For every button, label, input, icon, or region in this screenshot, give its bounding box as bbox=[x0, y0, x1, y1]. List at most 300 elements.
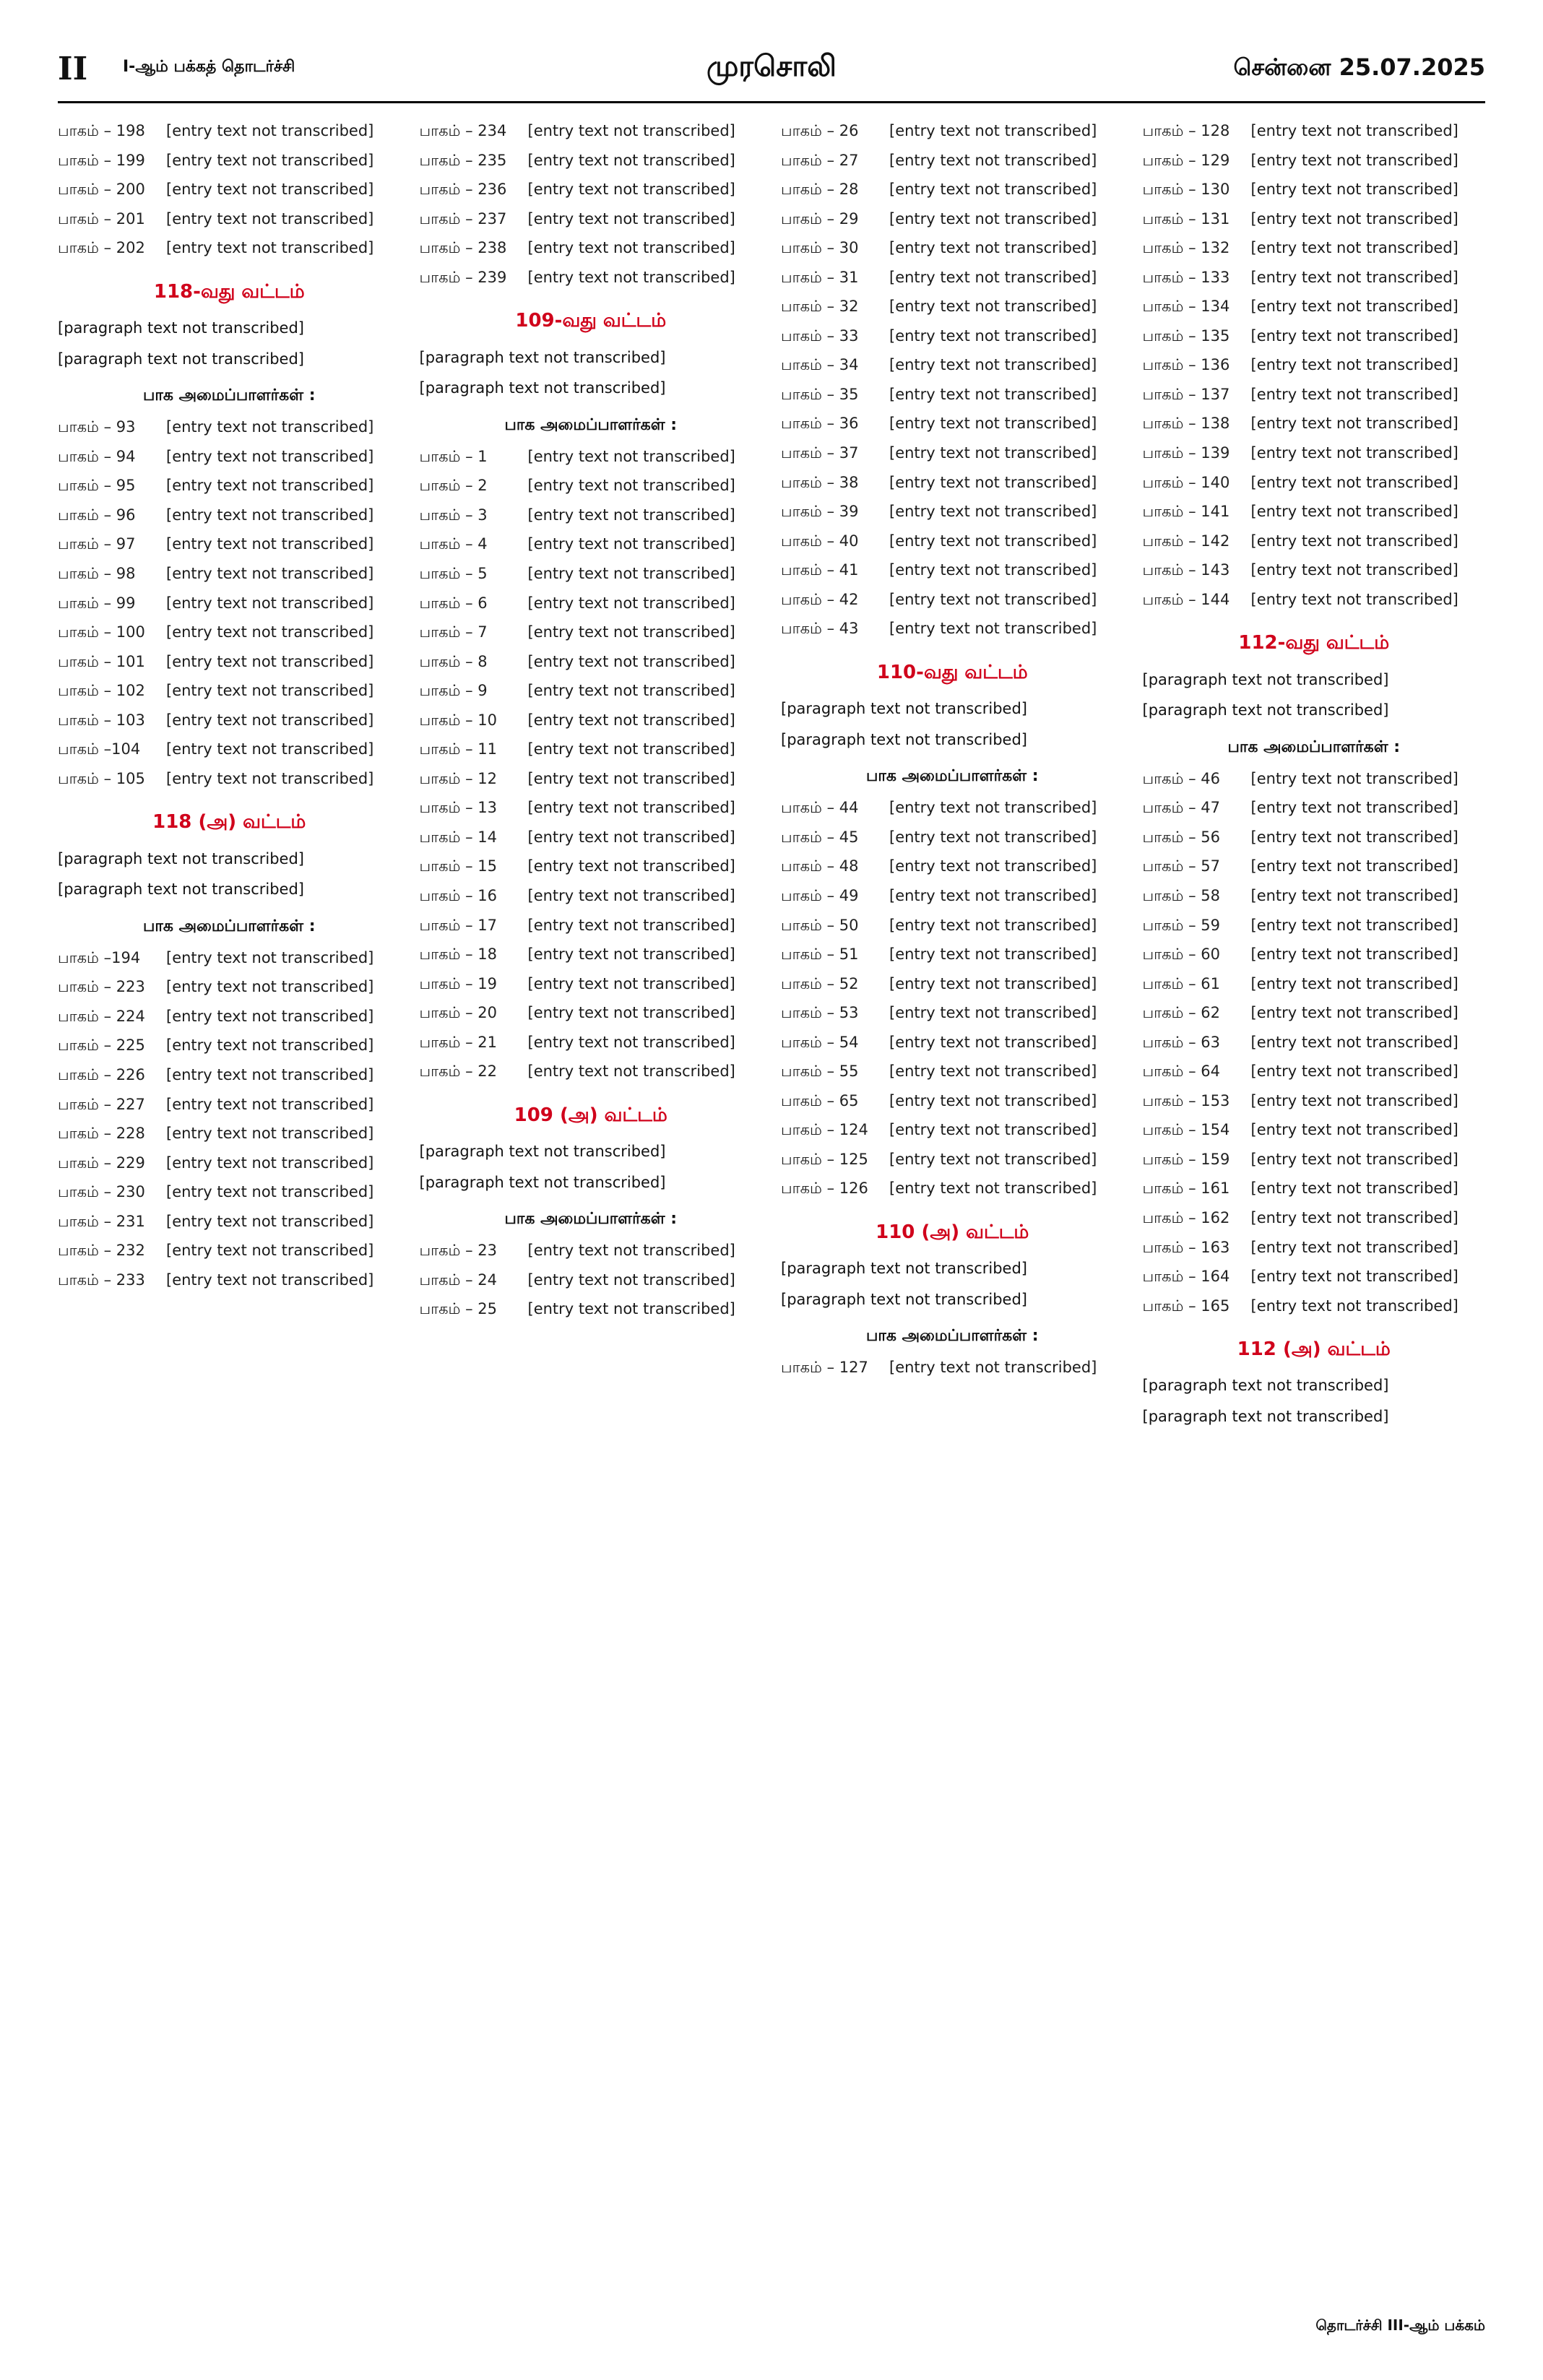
entry-text: [entry text not transcribed] bbox=[889, 181, 1097, 199]
list-item bbox=[1143, 972, 1486, 996]
entry-text: [entry text not transcribed] bbox=[166, 711, 374, 729]
polling-part-label: பாகம் – 236 bbox=[419, 181, 507, 199]
entry-text: [entry text not transcribed] bbox=[527, 828, 735, 846]
polling-part-label: பாகம் – 13 bbox=[419, 799, 498, 817]
polling-part-label: பாகம் – 65 bbox=[781, 1091, 859, 1109]
list-item bbox=[420, 1060, 763, 1083]
list-item bbox=[58, 119, 401, 143]
list-item bbox=[781, 529, 1124, 553]
list-item bbox=[1143, 500, 1486, 524]
entry-text: [entry text not transcribed] bbox=[527, 239, 735, 257]
polling-part-label: பாகம் – 28 bbox=[781, 181, 859, 199]
paragraph: [paragraph text not transcribed] bbox=[58, 350, 305, 368]
polling-part-label: பாகம் – 134 bbox=[1142, 298, 1230, 316]
list-item bbox=[1143, 796, 1486, 820]
list-item bbox=[1143, 1060, 1486, 1083]
subheading: பாக அமைப்பாளர்கள் : bbox=[865, 1327, 1039, 1346]
entry-text: [entry text not transcribed] bbox=[889, 151, 1097, 169]
polling-part-label: பாகம் – 164 bbox=[1142, 1268, 1230, 1286]
list-item bbox=[1143, 149, 1486, 173]
polling-part-label: பாகம் – 105 bbox=[58, 769, 145, 787]
polling-part-label: பாகம் – 137 bbox=[1142, 385, 1230, 403]
polling-part-label: பாகம் – 45 bbox=[781, 828, 859, 846]
column-4 bbox=[1143, 119, 1486, 2337]
paragraph: [paragraph text not transcribed] bbox=[1142, 1377, 1389, 1395]
entry-text: [entry text not transcribed] bbox=[1250, 1238, 1458, 1256]
polling-part-label: பாகம் – 10 bbox=[419, 711, 498, 729]
polling-part-label: பாகம் – 228 bbox=[58, 1125, 145, 1143]
entry-text: [entry text not transcribed] bbox=[166, 769, 374, 787]
list-item bbox=[420, 236, 763, 260]
list-item bbox=[58, 562, 401, 586]
entry-text: [entry text not transcribed] bbox=[889, 415, 1097, 433]
polling-part-label: பாகம் – 20 bbox=[419, 1004, 498, 1022]
list-item bbox=[58, 1063, 401, 1087]
list-item bbox=[781, 796, 1124, 820]
entry-text: [entry text not transcribed] bbox=[166, 1095, 374, 1113]
entry-text: [entry text not transcribed] bbox=[1250, 799, 1458, 817]
list-item bbox=[58, 178, 401, 202]
list-item bbox=[781, 178, 1124, 202]
entry-text: [entry text not transcribed] bbox=[889, 473, 1097, 491]
polling-part-label: பாகம் – 9 bbox=[419, 682, 488, 700]
entry-text: [entry text not transcribed] bbox=[1250, 415, 1458, 433]
ward-heading: 110-வது வட்டம் bbox=[876, 661, 1028, 683]
entry-text: [entry text not transcribed] bbox=[889, 1091, 1097, 1109]
paragraph: [paragraph text not transcribed] bbox=[58, 319, 305, 337]
list-item bbox=[420, 1031, 763, 1055]
continuation-note: I-ஆம் பக்கத் தொடர்ச்சி bbox=[123, 58, 295, 76]
entry-text: [entry text not transcribed] bbox=[1250, 1063, 1458, 1081]
polling-part-label: பாகம் – 62 bbox=[1142, 1004, 1221, 1022]
entry-text: [entry text not transcribed] bbox=[889, 122, 1097, 139]
list-item bbox=[420, 620, 763, 644]
polling-part-label: பாகம் – 35 bbox=[781, 385, 859, 403]
paragraph: [paragraph text not transcribed] bbox=[58, 849, 305, 867]
entry-text: [entry text not transcribed] bbox=[1250, 268, 1458, 286]
polling-part-label: பாகம் – 61 bbox=[1142, 974, 1221, 992]
entry-text: [entry text not transcribed] bbox=[889, 356, 1097, 374]
entry-text: [entry text not transcribed] bbox=[1250, 151, 1458, 169]
list-item bbox=[420, 972, 763, 996]
polling-part-label: பாகம் – 233 bbox=[58, 1271, 145, 1289]
subheading: பாக அமைப்பாளர்கள் : bbox=[142, 917, 316, 935]
list-item bbox=[420, 562, 763, 586]
list-item bbox=[420, 149, 763, 173]
entry-text: [entry text not transcribed] bbox=[527, 1271, 735, 1289]
entry-text: [entry text not transcribed] bbox=[166, 978, 374, 996]
polling-part-label: பாகம் – 130 bbox=[1142, 181, 1230, 199]
polling-part-label: பாகம் – 226 bbox=[58, 1066, 145, 1083]
entry-text: [entry text not transcribed] bbox=[166, 1242, 374, 1260]
list-item bbox=[781, 383, 1124, 407]
polling-part-label: பாகம் – 199 bbox=[58, 151, 145, 169]
polling-part-label: பாகம் – 14 bbox=[419, 828, 498, 846]
polling-part-label: பாகம் – 224 bbox=[58, 1007, 145, 1025]
entry-text: [entry text not transcribed] bbox=[1250, 828, 1458, 846]
entry-text: [entry text not transcribed] bbox=[889, 503, 1097, 521]
entry-text: [entry text not transcribed] bbox=[527, 1063, 735, 1081]
entry-text: [entry text not transcribed] bbox=[889, 1033, 1097, 1051]
polling-part-label: பாகம் – 232 bbox=[58, 1242, 145, 1260]
polling-part-label: பாகம் – 38 bbox=[781, 473, 859, 491]
polling-part-label: பாகம் – 55 bbox=[781, 1063, 859, 1081]
list-item bbox=[781, 412, 1124, 436]
polling-part-label: பாகம் – 48 bbox=[781, 857, 859, 875]
list-item bbox=[1143, 1177, 1486, 1200]
entry-text: [entry text not transcribed] bbox=[166, 652, 374, 670]
polling-part-label: பாகம் – 64 bbox=[1142, 1063, 1221, 1081]
polling-part-label: பாகம் – 201 bbox=[58, 209, 145, 228]
polling-part-label: பாகம் – 101 bbox=[58, 652, 145, 670]
polling-part-label: பாகம் – 41 bbox=[781, 561, 859, 579]
list-item bbox=[781, 1177, 1124, 1200]
column-1 bbox=[58, 119, 401, 2337]
polling-part-label: பாகம் – 198 bbox=[58, 122, 145, 139]
entry-text: [entry text not transcribed] bbox=[527, 1004, 735, 1022]
subheading: பாக அமைப்பாளர்கள் : bbox=[504, 1210, 678, 1229]
list-item bbox=[420, 207, 763, 231]
entry-text: [entry text not transcribed] bbox=[889, 620, 1097, 638]
polling-part-label: பாகம் – 4 bbox=[419, 535, 488, 553]
list-item bbox=[781, 884, 1124, 908]
entry-text: [entry text not transcribed] bbox=[527, 916, 735, 934]
polling-part-label: பாகம் – 97 bbox=[58, 535, 136, 553]
polling-part-label: பாகம் – 200 bbox=[58, 181, 145, 199]
polling-part-label: பாகம் – 40 bbox=[781, 532, 859, 550]
polling-part-label: பாகம் – 25 bbox=[419, 1300, 498, 1318]
list-item bbox=[58, 975, 401, 999]
list-item bbox=[58, 767, 401, 791]
entry-text: [entry text not transcribed] bbox=[166, 740, 374, 758]
entry-text: [entry text not transcribed] bbox=[889, 1121, 1097, 1139]
list-item bbox=[1143, 324, 1486, 348]
list-item bbox=[1143, 266, 1486, 290]
list-item bbox=[1143, 412, 1486, 436]
list-item bbox=[58, 415, 401, 439]
list-item bbox=[1143, 1236, 1486, 1260]
entry-text: [entry text not transcribed] bbox=[166, 1037, 374, 1055]
list-item bbox=[1143, 558, 1486, 582]
polling-part-label: பாகம் – 223 bbox=[58, 978, 145, 996]
paragraph: [paragraph text not transcribed] bbox=[781, 730, 1028, 748]
list-item bbox=[781, 914, 1124, 938]
list-item bbox=[58, 503, 401, 527]
entry-text: [entry text not transcribed] bbox=[527, 682, 735, 700]
list-item bbox=[1143, 914, 1486, 938]
polling-part-label: பாகம் – 42 bbox=[781, 590, 859, 608]
entry-text: [entry text not transcribed] bbox=[889, 209, 1097, 228]
list-item bbox=[420, 532, 763, 556]
polling-part-label: பாகம் – 32 bbox=[781, 298, 859, 316]
polling-part-label: பாகம் – 225 bbox=[58, 1037, 145, 1055]
list-item bbox=[420, 914, 763, 938]
list-item bbox=[781, 207, 1124, 231]
entry-text: [entry text not transcribed] bbox=[527, 945, 735, 964]
entry-text: [entry text not transcribed] bbox=[527, 209, 735, 228]
entry-text: [entry text not transcribed] bbox=[527, 122, 735, 139]
paragraph: [paragraph text not transcribed] bbox=[419, 1143, 666, 1161]
list-item bbox=[420, 826, 763, 849]
polling-part-label: பாகம் – 36 bbox=[781, 415, 859, 433]
entry-text: [entry text not transcribed] bbox=[1250, 945, 1458, 964]
newspaper-title: முரசொலி bbox=[706, 49, 837, 83]
polling-part-label: பாகம் – 7 bbox=[419, 623, 488, 641]
dateline: சென்னை 25.07.2025 bbox=[1233, 53, 1485, 81]
entry-text: [entry text not transcribed] bbox=[1250, 1033, 1458, 1051]
polling-part-label: பாகம் – 22 bbox=[419, 1063, 498, 1081]
list-item bbox=[1143, 1148, 1486, 1172]
polling-part-label: பாகம் – 18 bbox=[419, 945, 498, 964]
polling-part-label: பாகம் – 103 bbox=[58, 711, 145, 729]
entry-text: [entry text not transcribed] bbox=[527, 151, 735, 169]
entry-text: [entry text not transcribed] bbox=[1250, 1121, 1458, 1139]
entry-text: [entry text not transcribed] bbox=[166, 181, 374, 199]
ward-heading: 109 (அ) வட்டம் bbox=[514, 1104, 667, 1126]
list-item bbox=[1143, 1089, 1486, 1113]
list-item bbox=[781, 1031, 1124, 1055]
list-item bbox=[781, 324, 1124, 348]
list-item bbox=[1143, 767, 1486, 791]
entry-text: [entry text not transcribed] bbox=[166, 1066, 374, 1083]
polling-part-label: பாகம் – 162 bbox=[1142, 1208, 1230, 1226]
polling-part-label: பாகம் – 163 bbox=[1142, 1238, 1230, 1256]
list-item bbox=[58, 236, 401, 260]
paragraph: [paragraph text not transcribed] bbox=[419, 379, 666, 397]
polling-part-label: பாகம் – 57 bbox=[1142, 857, 1221, 875]
polling-part-label: பாகம் – 53 bbox=[781, 1004, 859, 1022]
list-item bbox=[781, 119, 1124, 143]
entry-text: [entry text not transcribed] bbox=[166, 623, 374, 641]
polling-part-label: பாகம் – 124 bbox=[781, 1121, 868, 1139]
polling-part-label: பாகம் – 231 bbox=[58, 1212, 145, 1230]
list-item bbox=[420, 943, 763, 966]
entry-text: [entry text not transcribed] bbox=[166, 506, 374, 524]
list-item bbox=[781, 500, 1124, 524]
entry-text: [entry text not transcribed] bbox=[889, 828, 1097, 846]
list-item bbox=[781, 854, 1124, 878]
polling-part-label: பாகம் – 230 bbox=[58, 1183, 145, 1201]
entry-text: [entry text not transcribed] bbox=[1250, 1091, 1458, 1109]
entry-text: [entry text not transcribed] bbox=[889, 1359, 1097, 1377]
ward-heading: 112 (அ) வட்டம் bbox=[1237, 1338, 1391, 1361]
column-2 bbox=[420, 119, 763, 2337]
polling-part-label: பாகம் – 43 bbox=[781, 620, 859, 638]
entry-text: [entry text not transcribed] bbox=[527, 886, 735, 904]
polling-part-label: பாகம் – 24 bbox=[419, 1271, 498, 1289]
list-item bbox=[58, 1239, 401, 1263]
entry-text: [entry text not transcribed] bbox=[1250, 857, 1458, 875]
list-item bbox=[781, 1148, 1124, 1172]
entry-text: [entry text not transcribed] bbox=[1250, 444, 1458, 462]
list-item bbox=[1143, 236, 1486, 260]
paragraph: [paragraph text not transcribed] bbox=[781, 1260, 1028, 1278]
list-item bbox=[58, 592, 401, 615]
entry-text: [entry text not transcribed] bbox=[1250, 561, 1458, 579]
entry-text: [entry text not transcribed] bbox=[889, 1180, 1097, 1198]
entry-text: [entry text not transcribed] bbox=[527, 447, 735, 465]
entry-text: [entry text not transcribed] bbox=[889, 268, 1097, 286]
list-item bbox=[781, 617, 1124, 641]
list-item bbox=[420, 1297, 763, 1321]
polling-part-label: பாகம் – 139 bbox=[1142, 444, 1230, 462]
list-item bbox=[1143, 854, 1486, 878]
polling-part-label: பாகம் – 31 bbox=[781, 268, 859, 286]
entry-text: [entry text not transcribed] bbox=[1250, 209, 1458, 228]
masthead bbox=[58, 43, 1485, 103]
entry-text: [entry text not transcribed] bbox=[527, 1242, 735, 1260]
polling-part-label: பாகம் – 132 bbox=[1142, 239, 1230, 257]
polling-part-label: பாகம் – 52 bbox=[781, 974, 859, 992]
entry-text: [entry text not transcribed] bbox=[166, 1154, 374, 1172]
entry-text: [entry text not transcribed] bbox=[166, 122, 374, 139]
ward-heading: 118-வது வட்டம் bbox=[153, 280, 305, 303]
polling-part-label: பாகம் – 63 bbox=[1142, 1033, 1221, 1051]
polling-part-label: பாகம் – 161 bbox=[1142, 1180, 1230, 1198]
list-item bbox=[781, 588, 1124, 612]
list-item bbox=[1143, 1031, 1486, 1055]
list-item bbox=[420, 709, 763, 732]
polling-part-label: பாகம் – 33 bbox=[781, 326, 859, 345]
polling-part-label: பாகம் – 141 bbox=[1142, 503, 1230, 521]
entry-text: [entry text not transcribed] bbox=[527, 857, 735, 875]
paragraph: [paragraph text not transcribed] bbox=[419, 1173, 666, 1191]
ward-heading: 109-வது வட்டம் bbox=[515, 310, 667, 332]
list-item bbox=[420, 474, 763, 498]
entry-text: [entry text not transcribed] bbox=[889, 1150, 1097, 1168]
entry-text: [entry text not transcribed] bbox=[166, 564, 374, 582]
list-item bbox=[781, 353, 1124, 377]
paragraph: [paragraph text not transcribed] bbox=[1142, 1408, 1389, 1426]
entry-text: [entry text not transcribed] bbox=[166, 1007, 374, 1025]
subheading: பாக அமைப்பாளர்கள் : bbox=[504, 415, 678, 434]
list-item bbox=[420, 679, 763, 703]
list-item bbox=[1143, 441, 1486, 465]
list-item bbox=[420, 1239, 763, 1263]
list-item bbox=[1143, 529, 1486, 553]
ward-heading: 110 (அ) வட்டம் bbox=[876, 1221, 1029, 1243]
list-item bbox=[420, 178, 763, 202]
polling-part-label: பாகம் – 102 bbox=[58, 682, 145, 700]
polling-part-label: பாகம் – 19 bbox=[419, 974, 498, 992]
entry-text: [entry text not transcribed] bbox=[889, 532, 1097, 550]
entry-text: [entry text not transcribed] bbox=[889, 945, 1097, 964]
entry-text: [entry text not transcribed] bbox=[889, 326, 1097, 345]
polling-part-label: பாகம் – 27 bbox=[781, 151, 859, 169]
list-item bbox=[58, 1268, 401, 1292]
list-item bbox=[1143, 1206, 1486, 1230]
entry-text: [entry text not transcribed] bbox=[166, 594, 374, 612]
polling-part-label: பாகம் – 60 bbox=[1142, 945, 1221, 964]
polling-part-label: பாகம் – 227 bbox=[58, 1095, 145, 1113]
entry-text: [entry text not transcribed] bbox=[166, 151, 374, 169]
list-item bbox=[1143, 1265, 1486, 1289]
entry-text: [entry text not transcribed] bbox=[527, 506, 735, 524]
list-item bbox=[1143, 119, 1486, 143]
entry-text: [entry text not transcribed] bbox=[527, 711, 735, 729]
entry-text: [entry text not transcribed] bbox=[1250, 1150, 1458, 1168]
entry-text: [entry text not transcribed] bbox=[527, 268, 735, 286]
entry-text: [entry text not transcribed] bbox=[1250, 532, 1458, 550]
entry-text: [entry text not transcribed] bbox=[889, 857, 1097, 875]
list-item bbox=[781, 943, 1124, 966]
list-item bbox=[781, 441, 1124, 465]
list-item bbox=[58, 709, 401, 732]
entry-text: [entry text not transcribed] bbox=[889, 974, 1097, 992]
polling-part-label: பாகம் – 143 bbox=[1142, 561, 1230, 579]
list-item bbox=[1143, 207, 1486, 231]
list-item bbox=[781, 1001, 1124, 1025]
list-item bbox=[1143, 353, 1486, 377]
polling-part-label: பாகம் – 16 bbox=[419, 886, 498, 904]
list-item bbox=[58, 1180, 401, 1204]
polling-part-label: பாகம் – 29 bbox=[781, 209, 859, 228]
list-item bbox=[1143, 178, 1486, 202]
entry-text: [entry text not transcribed] bbox=[527, 1300, 735, 1318]
entry-text: [entry text not transcribed] bbox=[1250, 181, 1458, 199]
list-item bbox=[781, 972, 1124, 996]
polling-part-label: பாகம் – 140 bbox=[1142, 473, 1230, 491]
polling-part-label: பாகம் – 129 bbox=[1142, 151, 1230, 169]
entry-text: [entry text not transcribed] bbox=[1250, 886, 1458, 904]
list-item bbox=[1143, 1294, 1486, 1318]
list-item bbox=[58, 620, 401, 644]
entry-text: [entry text not transcribed] bbox=[527, 477, 735, 495]
entry-text: [entry text not transcribed] bbox=[166, 535, 374, 553]
entry-text: [entry text not transcribed] bbox=[889, 385, 1097, 403]
continuation-footer: தொடர்ச்சி III-ஆம் பக்கம் bbox=[1315, 2316, 1485, 2334]
entry-text: [entry text not transcribed] bbox=[527, 181, 735, 199]
list-item bbox=[781, 266, 1124, 290]
ward-heading: 112-வது வட்டம் bbox=[1238, 632, 1390, 654]
polling-part-label: பாகம் – 37 bbox=[781, 444, 859, 462]
entry-text: [entry text not transcribed] bbox=[166, 1212, 374, 1230]
list-item bbox=[58, 1122, 401, 1146]
polling-part-label: பாகம் – 51 bbox=[781, 945, 859, 964]
column-3 bbox=[781, 119, 1124, 2337]
entry-text: [entry text not transcribed] bbox=[889, 916, 1097, 934]
polling-part-label: பாகம் – 21 bbox=[419, 1033, 498, 1051]
entry-text: [entry text not transcribed] bbox=[527, 623, 735, 641]
list-item bbox=[420, 767, 763, 791]
list-item bbox=[58, 1210, 401, 1234]
polling-part-label: பாகம் – 128 bbox=[1142, 122, 1230, 139]
polling-part-label: பாகம் – 93 bbox=[58, 418, 136, 436]
polling-part-label: பாகம் – 30 bbox=[781, 239, 859, 257]
entry-text: [entry text not transcribed] bbox=[166, 418, 374, 436]
polling-part-label: பாகம் – 2 bbox=[419, 477, 488, 495]
entry-text: [entry text not transcribed] bbox=[889, 886, 1097, 904]
entry-text: [entry text not transcribed] bbox=[1250, 1004, 1458, 1022]
polling-part-label: பாகம் – 99 bbox=[58, 594, 136, 612]
polling-part-label: பாகம் – 23 bbox=[419, 1242, 498, 1260]
entry-text: [entry text not transcribed] bbox=[166, 682, 374, 700]
paragraph: [paragraph text not transcribed] bbox=[1142, 670, 1389, 688]
polling-part-label: பாகம் – 15 bbox=[419, 857, 498, 875]
polling-part-label: பாகம் – 96 bbox=[58, 506, 136, 524]
polling-part-label: பாகம் – 46 bbox=[1142, 769, 1221, 787]
entry-text: [entry text not transcribed] bbox=[166, 477, 374, 495]
entry-text: [entry text not transcribed] bbox=[1250, 590, 1458, 608]
polling-part-label: பாகம் – 98 bbox=[58, 564, 136, 582]
list-item bbox=[781, 1060, 1124, 1083]
polling-part-label: பாகம் – 238 bbox=[419, 239, 507, 257]
entry-text: [entry text not transcribed] bbox=[166, 1271, 374, 1289]
list-item bbox=[58, 679, 401, 703]
list-item bbox=[58, 1034, 401, 1057]
list-item bbox=[58, 1151, 401, 1175]
list-item bbox=[1143, 826, 1486, 849]
